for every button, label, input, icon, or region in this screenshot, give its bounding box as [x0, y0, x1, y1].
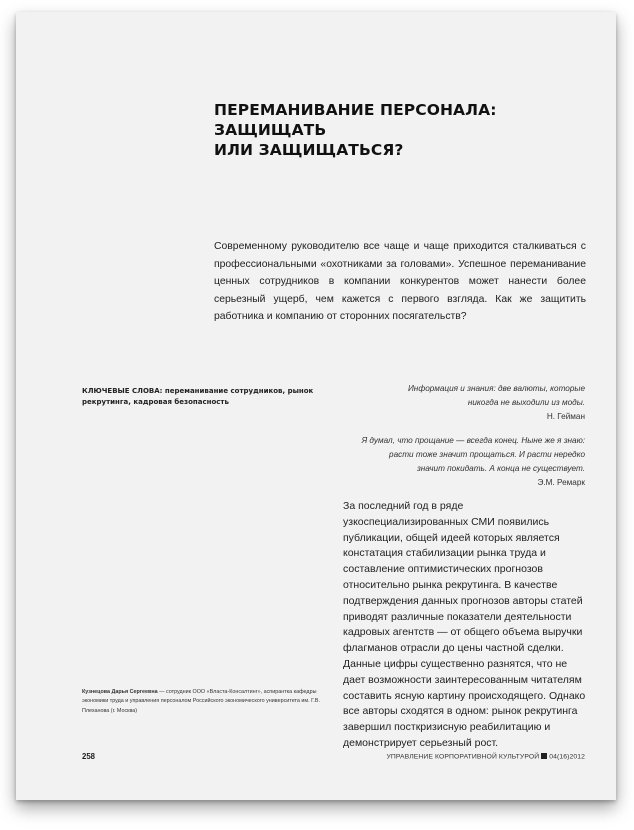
article-lead: Современному руководителю все чаще и чаще приходится сталкиваться с профессиональными «охотниками за головами». Успешное переманивание ценных сотрудников в компании конкурентов может нанести более серьезный ущерб, чем кажется с первого взгляда. Как же защитить работника и компанию от сторонних посягательств? [214, 241, 586, 323]
epigraph-quote-2 [305, 434, 585, 490]
author-description: — сотрудник ООО «Власта-Консалтинг», аспирантка кафедры экономики труда и управления персоналом Российского экономического университета им. Г.В. Плеханова (г. Москва) [82, 689, 320, 714]
square-separator-icon [541, 753, 547, 759]
quote-author: Н. Гейман [546, 412, 585, 421]
article-title-line-1: ПЕРЕМАНИВАНИЕ ПЕРСОНАЛА: ЗАЩИЩАТЬ [214, 101, 497, 139]
article-body: За последний год в ряде узкоспециализированных СМИ появились публикации, общей идеей которых является констатация стабилизации рынка труда и составление оптимистических прогнозов относительно рынка рекрутинга. В качестве подтверждения данных прогнозов авторы статей приводят различные показатели деятельности кадровых агентств — от общего объема выручки флагманов отрасли до цены частной сделки. Данные цифры существенно разнятся, что не дает возможности заинтересованным читателям составить ясную картину происходящего. Однако все авторы сходятся в одном: рынок рекрутинга завершил посткризисную реабилитацию и демонстрирует серьезный рост. [343, 500, 586, 749]
article-title-line-2: ИЛИ ЗАЩИЩАТЬСЯ? [214, 141, 404, 159]
epigraph-quote-1 [305, 382, 585, 424]
journal-issue: 04(16)2012 [549, 753, 585, 761]
author-info [82, 688, 332, 716]
quote-line: расти тоже значит прощаться. И расти нередко [389, 450, 585, 459]
author-name: Кузнецова Дарья Сергеевна [82, 689, 158, 695]
keywords: КЛЮЧЕВЫЕ СЛОВА: переманивание сотрудников, рынок рекрутинга, кадровая безопасность [82, 387, 314, 406]
page-number: 258 [82, 752, 96, 761]
quote-line: значит покидать. А конца не существует. [416, 464, 585, 473]
article-title [214, 100, 574, 160]
quote-author: Э.М. Ремарк [537, 478, 585, 487]
document-page [16, 12, 616, 800]
journal-name: УПРАВЛЕНИЕ КОРПОРАТИВНОЙ КУЛЬТУРОЙ [386, 753, 540, 761]
quote-line: Информация и знания: две валюты, которые [407, 384, 585, 393]
journal-footer [386, 753, 585, 761]
quote-line: Я думал, что прощание — всегда конец. Ныне же я знаю: [361, 436, 585, 445]
quote-line: никогда не выходили из моды. [467, 398, 585, 407]
